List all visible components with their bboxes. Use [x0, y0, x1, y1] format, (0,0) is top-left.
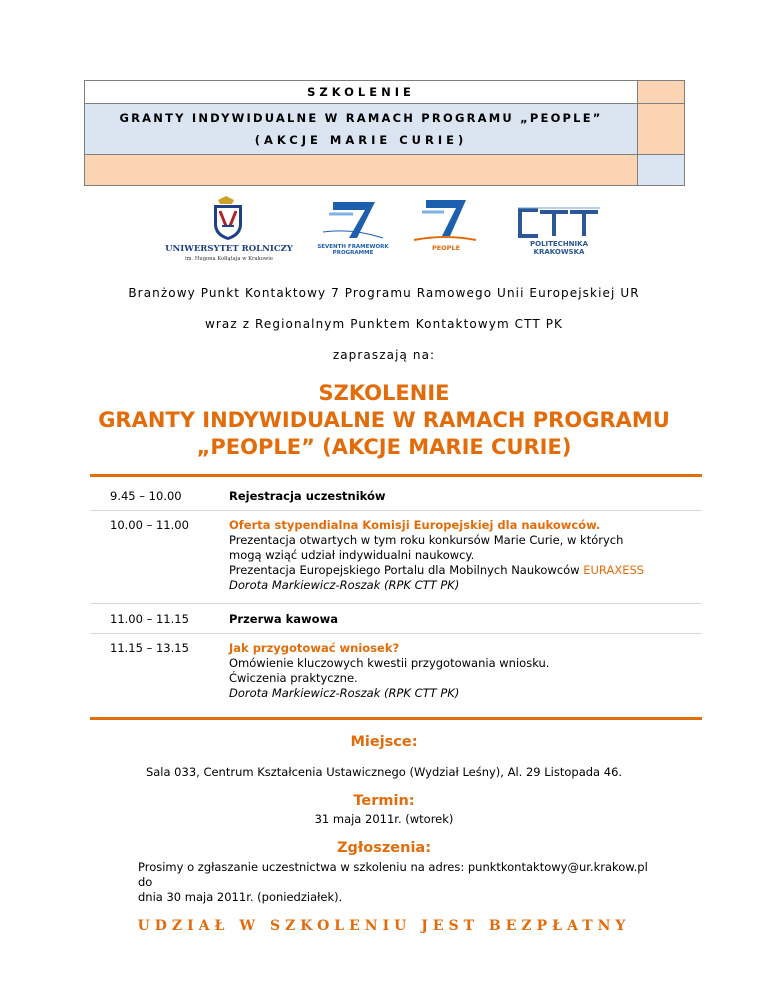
date-text: 31 maja 2011r. (wtorek)	[314, 812, 454, 826]
agenda-title-1: Rejestracja uczestników	[229, 489, 386, 503]
ctt-letters-icon	[514, 206, 604, 258]
registration-heading: Zgłoszenia:	[336, 840, 432, 856]
euraxess-link[interactable]: EURAXESS	[583, 563, 645, 577]
agenda-divider	[90, 603, 702, 604]
header-line3: (AKCJE MARIE CURIE)	[254, 133, 468, 147]
people-logo	[410, 198, 480, 256]
agenda-title-3: Przerwa kawowa	[229, 612, 338, 626]
agenda-time-2: 10.00 – 11.00	[110, 518, 189, 532]
agenda-title-2: Oferta stypendialna Komisji Europejskiej dla naukowców.	[229, 518, 601, 532]
place-text: Sala 033, Centrum Kształcenia Ustawicznego (Wydział Leśny), Al. 29 Listopada 46.	[145, 765, 623, 779]
agenda-item-1	[229, 489, 699, 504]
header-line1: SZKOLENIE	[85, 81, 638, 104]
fp7-logo	[313, 198, 393, 256]
agenda-item-4	[229, 641, 699, 701]
registration-line2: dnia 30 maja 2011r. (poniedziałek).	[138, 890, 343, 904]
fp7-line1: SEVENTH FRAMEWORK	[317, 244, 389, 250]
agenda-top-rule	[90, 474, 702, 477]
ctt-line1: POLITECHNIKA	[529, 240, 589, 248]
ctt-line2: KRAKOWSKA	[533, 248, 585, 256]
agenda-bottom-rule	[90, 717, 702, 720]
agenda-desc-4b: Ćwiczenia praktyczne.	[229, 671, 358, 685]
agenda-desc-4a: Omówienie kluczowych kwestii przygotowania wniosku.	[229, 656, 550, 670]
main-title-line3: „PEOPLE” (AKCJE MARIE CURIE)	[196, 435, 572, 459]
place-heading: Miejsce:	[350, 734, 418, 750]
agenda-time-1: 9.45 – 10.00	[110, 489, 182, 503]
ctt-logo	[514, 206, 604, 258]
registration-text	[138, 860, 658, 905]
ur-logo	[162, 196, 296, 264]
main-title-line1: SZKOLENIE	[318, 381, 450, 405]
header-side-cell	[638, 81, 685, 104]
header-title-cell	[85, 104, 638, 155]
header-box	[84, 80, 685, 186]
date-heading: Termin:	[353, 793, 415, 809]
intro-line2: wraz z Regionalnym Punktem Kontaktowym CTT PK	[204, 317, 564, 331]
agenda-item-3	[229, 612, 699, 627]
fp7-line2: PROGRAMME	[332, 250, 374, 256]
ur-name: UNIWERSYTET ROLNICZY	[165, 244, 293, 254]
agenda-desc-2a: Prezentacja otwartych w tym roku konkursów Marie Curie, w których	[229, 533, 624, 547]
agenda-speaker-4: Dorota Markiewicz-Roszak (RPK CTT PK)	[229, 686, 460, 700]
header-side-cell	[638, 155, 685, 186]
agenda-divider	[90, 633, 702, 634]
registration-line1: Prosimy o zgłaszanie uczestnictwa w szkoleniu na adres: punktkontaktowy@ur.krakow.pl do	[138, 860, 648, 889]
fp7-seven-icon	[313, 198, 393, 256]
main-title-line2: GRANTY INDYWIDUALNE W RAMACH PROGRAMU	[98, 408, 670, 432]
agenda-desc-2c: Prezentacja Europejskiego Portalu dla Mobilnych Naukowców	[229, 563, 584, 577]
header-side-cell	[638, 104, 685, 155]
agenda-desc-2b: mogą wziąć udział indywidualni naukowcy.	[229, 548, 475, 562]
ur-crest-icon	[162, 196, 296, 264]
agenda-time-3: 11.00 – 11.15	[110, 612, 189, 626]
agenda-item-2	[229, 518, 699, 593]
header-empty-cell	[85, 155, 638, 186]
intro-line3: zapraszają na:	[332, 348, 436, 362]
agenda-divider	[90, 510, 702, 511]
agenda-time-4: 11.15 – 13.15	[110, 641, 189, 655]
free-participation-note: UDZIAŁ W SZKOLENIU JEST BEZPŁATNY	[137, 918, 631, 934]
agenda-speaker-2: Dorota Markiewicz-Roszak (RPK CTT PK)	[229, 578, 460, 592]
agenda-title-4: Jak przygotować wniosek?	[229, 641, 400, 655]
header-line2: GRANTY INDYWIDUALNE W RAMACH PROGRAMU „PEOPLE”	[119, 111, 603, 125]
main-title	[40, 380, 728, 461]
intro-line1: Branżowy Punkt Kontaktowy 7 Programu Ramowego Unii Europejskiej UR	[128, 286, 640, 300]
people-seven-icon	[410, 198, 480, 256]
people-label: PEOPLE	[431, 244, 461, 252]
ur-subtitle: im. Hugona Kołłątaja w Krakowie	[184, 256, 274, 262]
